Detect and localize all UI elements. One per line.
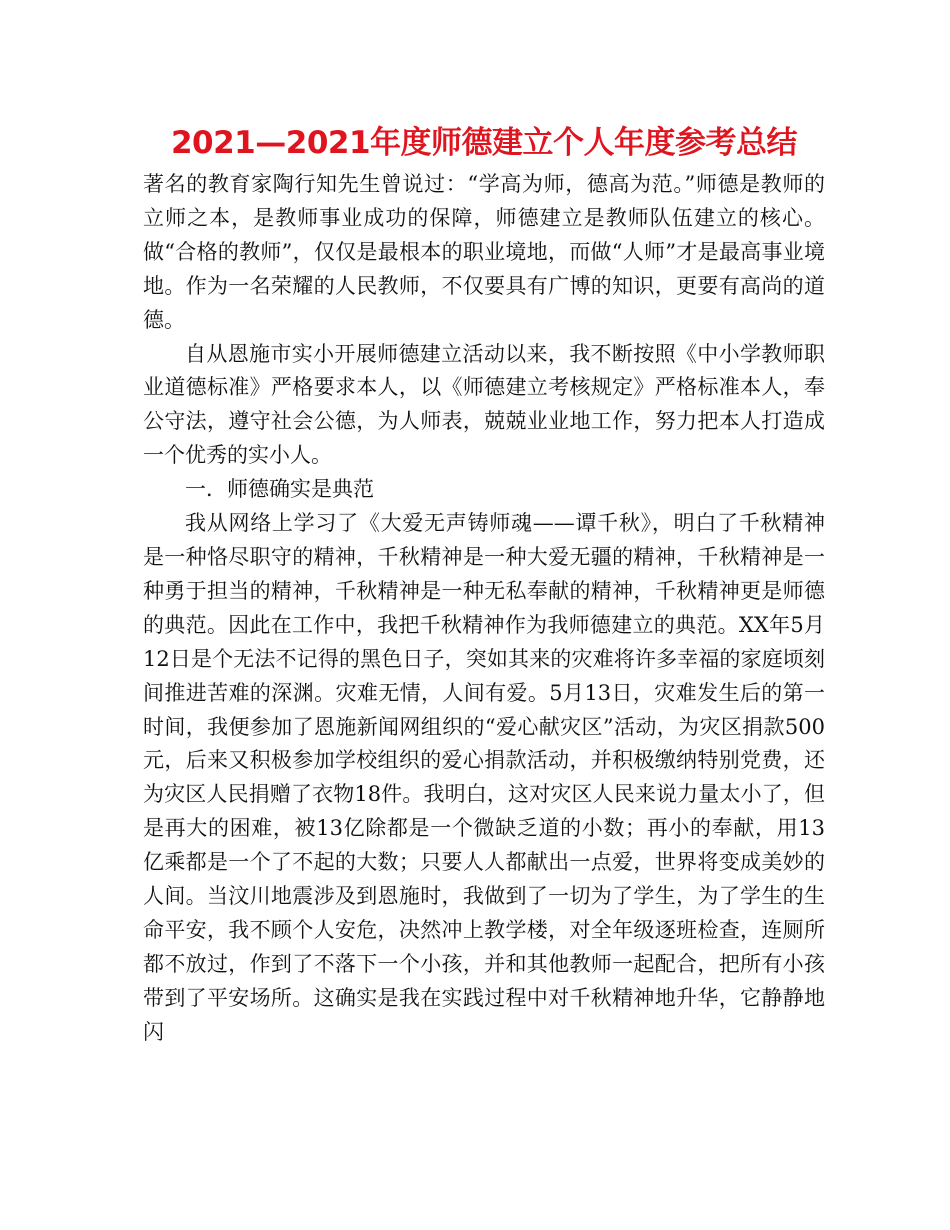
document-title: 2021—2021年度师德建立个人年度参考总结 [170, 125, 798, 161]
paragraph-example: 我从网络上学习了《大爱无声铸师魂——谭千秋》，明白了千秋精神是一种恪尽职守的精神，千秋精神是一种大爱无疆的精神，千秋精神是一种勇于担当的精神，千秋精神是一种无私奉献的精神，千秋精神更是师德的典范。因此在工作中，我把千秋精神作为我师德建立的典范。XX年5月12日是个无法不记得的黑色日子，突如其来的灾难将许多幸福的家庭顷刻间推进苦难的深渊。灾难无情，人间有爱。5月13日，灾难发生后的第一时间，我便参加了恩施新闻网组织的“爱心献灾区”活动，为灾区捐款500元，后来又积极参加学校组织的爱心捐款活动，并积极缴纳特别党费，还为灾区人民捐赠了衣物18件。我明白，这对灾区人民来说力量太小了，但是再大的困难，被13亿除都是一个微缺乏道的小数；再小的奉献，用13亿乘都是一个了不起的大数；只要人人都献出一点爱，世界将变成美妙的人间。当汶川地震涉及到恩施时，我做到了一切为了学生，为了学生的生命平安，我不顾个人安危，决然冲上教学楼，对全年级逐班检查，连厕所都不放过，作到了不落下一个小孩，并和其他教师一起配合，把所有小孩带到了平安场所。这确实是我在实践过程中对千秋精神地升华，它静静地闪 [143, 511, 825, 1044]
paragraph-activity: 自从恩施市实小开展师德建立活动以来，我不断按照《中小学教师职业道德标准》严格要求本人，以《师德建立考核规定》严格标准本人，奉公守法，遵守社会公德，为人师表，兢兢业业地工作，努力把本人打造成一个优秀的实小人。 [143, 341, 825, 468]
paragraph-intro: 著名的教育家陶行知先生曾说过：“学高为师，德高为范。”师德是教师的立师之本，是教师事业成功的保障，师德建立是教师队伍建立的核心。做“合格的教师”，仅仅是最根本的职业境地，而做“人师”才是最高事业境地。作为一名荣耀的人民教师，不仅要具有广博的知识，更要有高尚的道德。 [143, 172, 825, 332]
document-page [143, 118, 825, 1050]
section-heading: 一．师德确实是典范 [185, 477, 374, 502]
document-body [143, 168, 825, 1050]
